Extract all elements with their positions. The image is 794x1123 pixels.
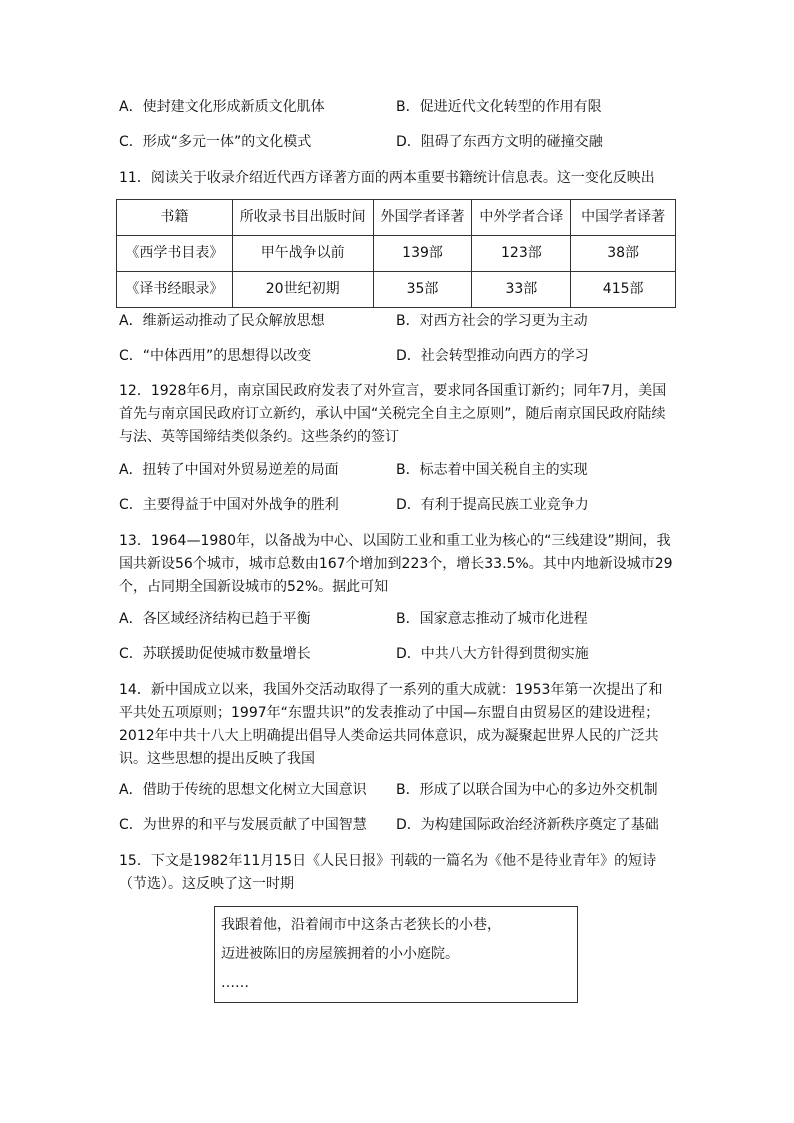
q15-poem-excerpt — [214, 906, 578, 1003]
table-row — [117, 272, 676, 308]
q10-options-row-2 — [0, 131, 794, 155]
table-header-cell: 书籍 — [117, 200, 233, 236]
q14-options-row-1 — [0, 779, 794, 803]
q10-option-c[interactable]: C．形成“多元一体”的文化模式 — [119, 134, 312, 150]
table-header-cell: 中国学者译著 — [571, 200, 676, 236]
table-cell: 《译书经眼录》 — [117, 272, 233, 308]
q13-options-row-1 — [0, 608, 794, 632]
q13-option-a[interactable]: A．各区域经济结构已趋于平衡 — [119, 611, 311, 627]
table-cell: 甲午战争以前 — [232, 236, 373, 272]
q13-option-b[interactable]: B．国家意志推动了城市化进程 — [396, 611, 588, 627]
q11-option-d[interactable]: D．社会转型推动向西方的学习 — [396, 348, 589, 364]
table-header-cell: 外国学者译著 — [373, 200, 472, 236]
table-cell: 33部 — [472, 272, 571, 308]
q14-option-c[interactable]: C．为世界的和平与发展贡献了中国智慧 — [119, 817, 367, 833]
table-header-row — [117, 200, 676, 236]
q13-stem: 13．1964—1980年，以备战为中心、以国防工业和重工业为核心的“三线建设”期间，我国共新设56个城市，城市总数由167个增加到223个，增长33.5%。其中内地新设城市29个，占同期全国新设城市的52%。据此可知 — [119, 533, 673, 595]
q13-options-row-2 — [0, 643, 794, 667]
q11-options-row-1 — [0, 310, 794, 334]
table-header-cell: 所收录书目出版时间 — [232, 200, 373, 236]
q15-stem: 15．下文是1982年11月15日《人民日报》刊载的一篇名为《他不是待业青年》的短诗（节选）。这反映了这一时期 — [119, 853, 657, 892]
q11-option-c[interactable]: C．“中体西用”的思想得以改变 — [119, 348, 312, 364]
q12-options-row-2 — [0, 494, 794, 518]
q14-options-row-2 — [0, 814, 794, 838]
q11-stats-table — [116, 199, 676, 308]
q14-option-b[interactable]: B．形成了以联合国为中心的多边外交机制 — [396, 782, 658, 798]
q13-option-d[interactable]: D．中共八大方针得到贯彻实施 — [396, 646, 589, 662]
q13-option-c[interactable]: C．苏联援助促使城市数量增长 — [119, 646, 311, 662]
poem-line: …… — [221, 975, 249, 991]
q14-option-d[interactable]: D．为构建国际政治经济新秩序奠定了基础 — [396, 817, 659, 833]
q11-options-row-2 — [0, 345, 794, 369]
table-cell: 38部 — [571, 236, 676, 272]
q10-option-b[interactable]: B．促进近代文化转型的作用有限 — [396, 99, 602, 115]
table-row — [117, 236, 676, 272]
q10-options-row-1 — [0, 96, 794, 120]
table-header-cell: 中外学者合译 — [472, 200, 571, 236]
q14-stem: 14．新中国成立以来，我国外交活动取得了一系列的重大成就：1953年第一次提出了和平共处五项原则；1997年“东盟共识”的发表推动了中国—东盟自由贸易区的建设进程；2012年中共十八大上明确提出倡导人类命运共同体意识，成为凝聚起世界人民的广泛共识。这些思想的提出反映了我国 — [119, 682, 663, 767]
q14-option-a[interactable]: A．借助于传统的思想文化树立大国意识 — [119, 782, 367, 798]
table-cell: 415部 — [571, 272, 676, 308]
q10-option-a[interactable]: A．使封建文化形成新质文化肌体 — [119, 99, 325, 115]
poem-line: 我跟着他，沿着闹市中这条古老狭长的小巷， — [221, 917, 501, 933]
q12-option-b[interactable]: B．标志着中国关税自主的实现 — [396, 462, 588, 478]
q11-stem: 11．阅读关于收录介绍近代西方译著方面的两本重要书籍统计信息表。这一变化反映出 — [119, 170, 655, 186]
table-cell: 139部 — [373, 236, 472, 272]
q12-stem: 12．1928年6月，南京国民政府发表了对外宣言，要求同各国重订新约；同年7月，美国首先与南京国民政府订立新约，承认中国“关税完全自主之原则”，随后南京国民政府陆续与法、英等国缔结类似条约。这些条约的签订 — [119, 383, 667, 445]
table-cell: 20世纪初期 — [232, 272, 373, 308]
q12-option-d[interactable]: D．有利于提高民族工业竞争力 — [396, 497, 589, 513]
q12-option-c[interactable]: C．主要得益于中国对外战争的胜利 — [119, 497, 339, 513]
poem-line: 迈进被陈旧的房屋簇拥着的小小庭院。 — [221, 946, 459, 962]
table-cell: 123部 — [472, 236, 571, 272]
q12-options-row-1 — [0, 459, 794, 483]
table-cell: 《西学书目表》 — [117, 236, 233, 272]
q11-option-b[interactable]: B．对西方社会的学习更为主动 — [396, 313, 588, 329]
table-cell: 35部 — [373, 272, 472, 308]
q11-option-a[interactable]: A．维新运动推动了民众解放思想 — [119, 313, 325, 329]
q12-option-a[interactable]: A．扭转了中国对外贸易逆差的局面 — [119, 462, 339, 478]
q10-option-d[interactable]: D．阻碍了东西方文明的碰撞交融 — [396, 134, 603, 150]
